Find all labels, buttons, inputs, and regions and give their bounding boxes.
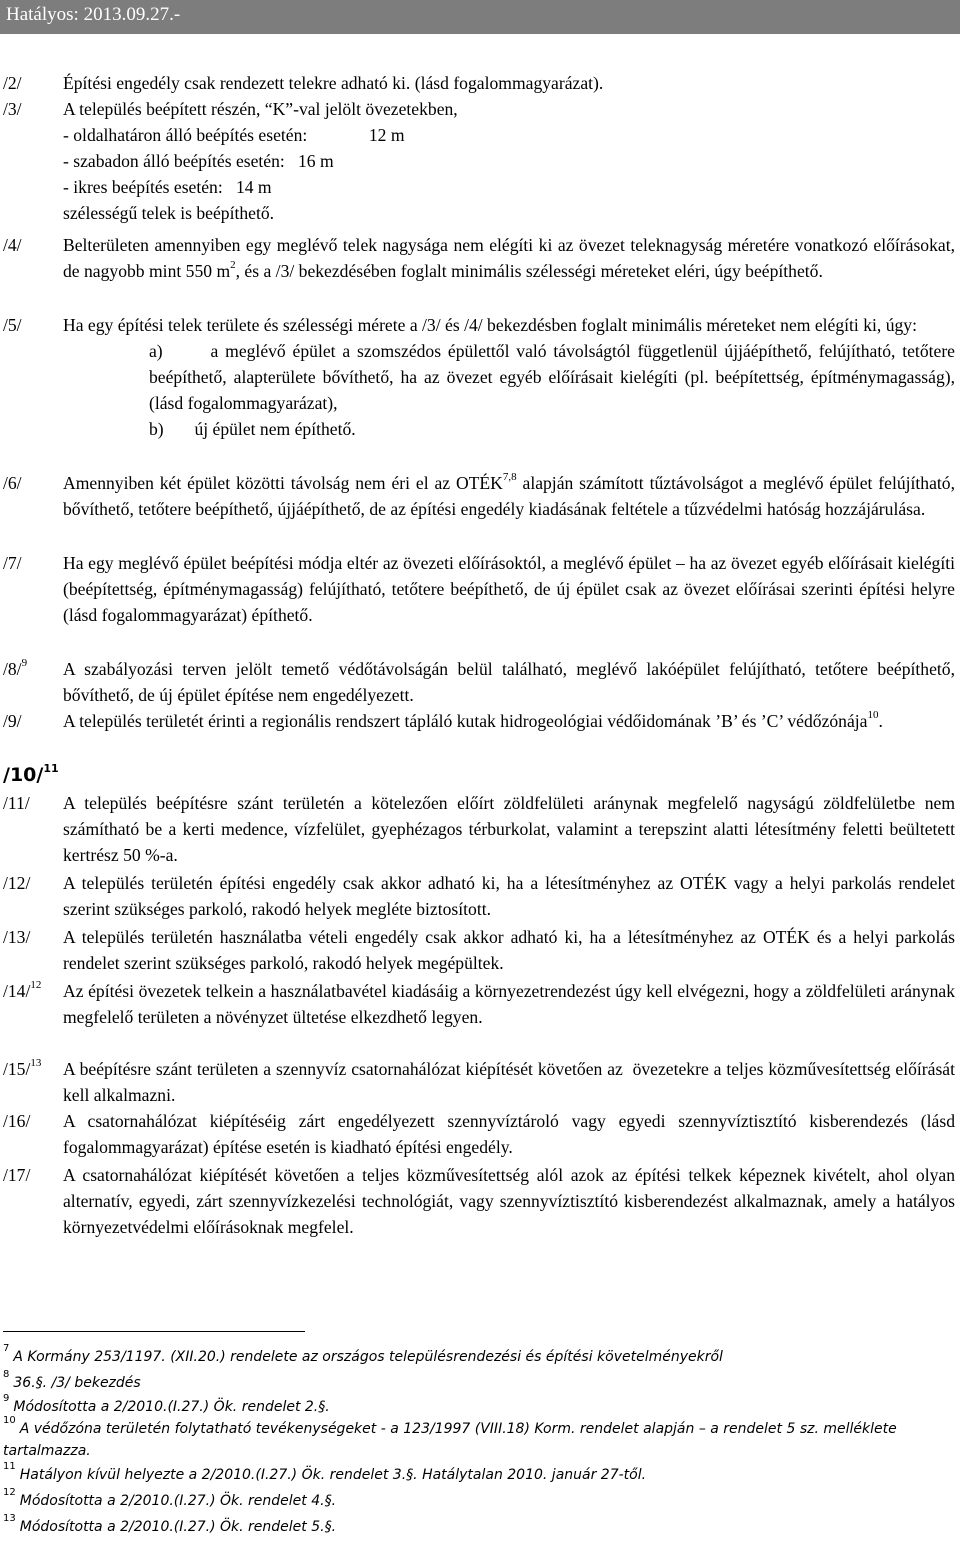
paragraph-line: - szabadon álló beépítés esetén: 16 m [63,151,334,171]
paragraph-number: /14/$^{12}$ [3,979,42,1001]
paragraph-number: /17/ [3,1165,31,1185]
footnote-12: $^{12}$Módosította a 2/2010.(I.27.) Ök. rendelet 4.§. [3,1487,337,1509]
paragraph-text: A csatornahálózat kiépítéséig zárt engedélyezett szennyvíztároló vagy egyedi szennyvíztisztító kisberendezés (lásd fogalommagyarázat) építése esetén is kiadható építési engedély. [63,1111,955,1157]
footnote-13: $^{13}$Módosította a 2/2010.(I.27.) Ök. rendelet 5.§. [3,1513,337,1535]
list-item-a: a) a meglévő épület a szomszédos épülettől való távolságtól függetlenül újjáépíthető, felújítható, tetőtere beépíthető, alapterülete bővíthető, ha az övezet egyéb előírásait kielégíti (pl. beépítettség, építménymagasság), (lásd fogalommagyarázat), [149,341,955,413]
paragraph-line: szélességű telek is beépíthető. [63,203,275,223]
paragraph-number: /10/$^{11}$ [3,761,59,786]
paragraph-text: A település területét érinti a regionális rendszert tápláló kutak hidrogeológiai védőidomának ’B’ és ’C’ védőzónája$^{10}$. [63,709,883,731]
footnote-11: $^{11}$Hatályon kívül helyezte a 2/2010.(I.27.) Ök. rendelet 3.§. Hatálytalan 2010. január 27-től. [3,1461,647,1483]
paragraph-text: Ha egy építési telek területe és szélességi mérete a /3/ és /4/ bekezdésben foglalt minimális méreteket nem elégíti ki, úgy: [63,315,917,335]
validity-header: Hatályos: 2013.09.27.- [0,0,960,34]
paragraph-text: A szabályozási terven jelölt temető védőtávolságán belül található, meglévő lakóépület felújítható, tetőtere beépíthető, bővíthető, de új épület építése nem engedélyezett. [63,659,955,705]
paragraph-number: /9/ [3,711,22,731]
paragraph-line: - ikres beépítés esetén: 14 m [63,177,272,197]
paragraph-line: - oldalhatáron álló beépítés esetén: 12 m [63,125,405,145]
paragraph-number: /13/ [3,927,31,947]
footnote-7: $^7$A Kormány 253/1197. (XII.20.) rendelete az országos településrendezési és építési követelményekről [3,1343,723,1365]
footnote-9: $^9$Módosította a 2/2010.(I.27.) Ök. rendelet 2.§. [3,1393,330,1415]
paragraph-number: /2/ [3,73,22,93]
paragraph-number: /6/ [3,473,22,493]
paragraph-number: /5/ [3,315,22,335]
paragraph-text: A település beépítésre szánt területén a kötelezően előírt zöldfelületi aránynak megfelelő nagyságú zöldfelületbe nem számítható be a kerti medence, vízfelület, gyephézagos térburkolat, valamint a terepszint alatti létesítmény feletti beültetett kertrész 50 %-a. [63,793,955,865]
paragraph-text: Építési engedély csak rendezett telekre adható ki. (lásd fogalommagyarázat). [63,73,604,93]
paragraph-number: /7/ [3,553,22,573]
paragraph-number: /4/ [3,235,22,255]
list-item-b: b) új épület nem építhető. [149,419,356,439]
paragraph-number: /3/ [3,99,22,119]
paragraph-text: A település területén használatba vételi engedély csak akkor adható ki, ha a létesítményhez az OTÉK és a helyi parkolás rendelet szerint szükséges parkoló, rakodó helyek megépültek. [63,927,955,973]
footnote-8: $^8$36.§. /3/ bekezdés [3,1369,141,1391]
paragraph-line: A település beépített részén, “K”-val jelölt övezetekben, [63,99,458,119]
paragraph-text: A csatornahálózat kiépítését követően a teljes közművesítettség alól azok az építési telkek képeznek kivételt, ahol olyan alternatív, egyedi, zárt szennyvízkezelési technológiát, vagy szennyvíztisztító kisberendezést alkalmaznak, amely a hatályos környezetvédelmi előírásoknak megfelel. [63,1165,955,1237]
paragraph-text: Az építési övezetek telkein a használatbavétel kiadásáig a környezetrendezést úgy kell elvégezni, hogy a zöldfelületi aránynak megfelelő területen a növényzet ültetése elkezdhető legyen. [63,981,955,1027]
paragraph-number: /8/$^9$ [3,657,28,679]
paragraph-number: /16/ [3,1111,31,1131]
paragraph-text: Amennyiben két épület közötti távolság nem éri el az OTÉK$^{7,8}$ alapján számított tűztávolságot a meglévő épület felújítható, bővíthető, tetőtere beépíthető, újjáépíthető, de az építési engedély kiadásának feltétele a tűzvédelmi hatóság hozzájárulása. [63,471,955,519]
paragraph-text: A beépítésre szánt területen a szennyvíz csatornahálózat kiépítését követően az övezetekre a teljes közművesítettség előírását kell alkalmazni. [63,1059,955,1105]
paragraph-text: A település területén építési engedély csak akkor adható ki, ha a létesítményhez az OTÉK vagy a helyi parkolás rendelet szerint szükséges parkoló, rakodó helyek megléte biztosított. [63,873,955,919]
paragraph-text: Ha egy meglévő épület beépítési módja eltér az övezeti előírásoktól, a meglévő épület – ha az övezet egyéb előírásait kielégíti (beépítettség, építménymagasság) felújítható, tetőtere beépíthető, de új épület csak az övezet előírásai szerinti építési helyre (lásd fogalommagyarázat) építhető. [63,553,955,625]
paragraph-number: /15/$^{13}$ [3,1057,42,1079]
paragraph-number: /11/ [3,793,30,813]
paragraph-text: Belterületen amennyiben egy meglévő telek nagysága nem elégíti ki az övezet teleknagyság méretére vonatkozó előírásokat, de nagyobb mint 550 $m^2$, és a /3/ bekezdésében foglalt minimális szélességi méreteket eléri, úgy beépíthető. [63,235,955,281]
paragraph-number: /12/ [3,873,31,893]
footnote-separator [3,1331,305,1332]
footnote-10: $^{10}$A védőzóna területén folytatható tevékenységeket - a 123/1997 (VIII.18) Korm. rendelet alapján – a rendelet 5 sz. melléklete tartalmazza. [3,1415,897,1459]
